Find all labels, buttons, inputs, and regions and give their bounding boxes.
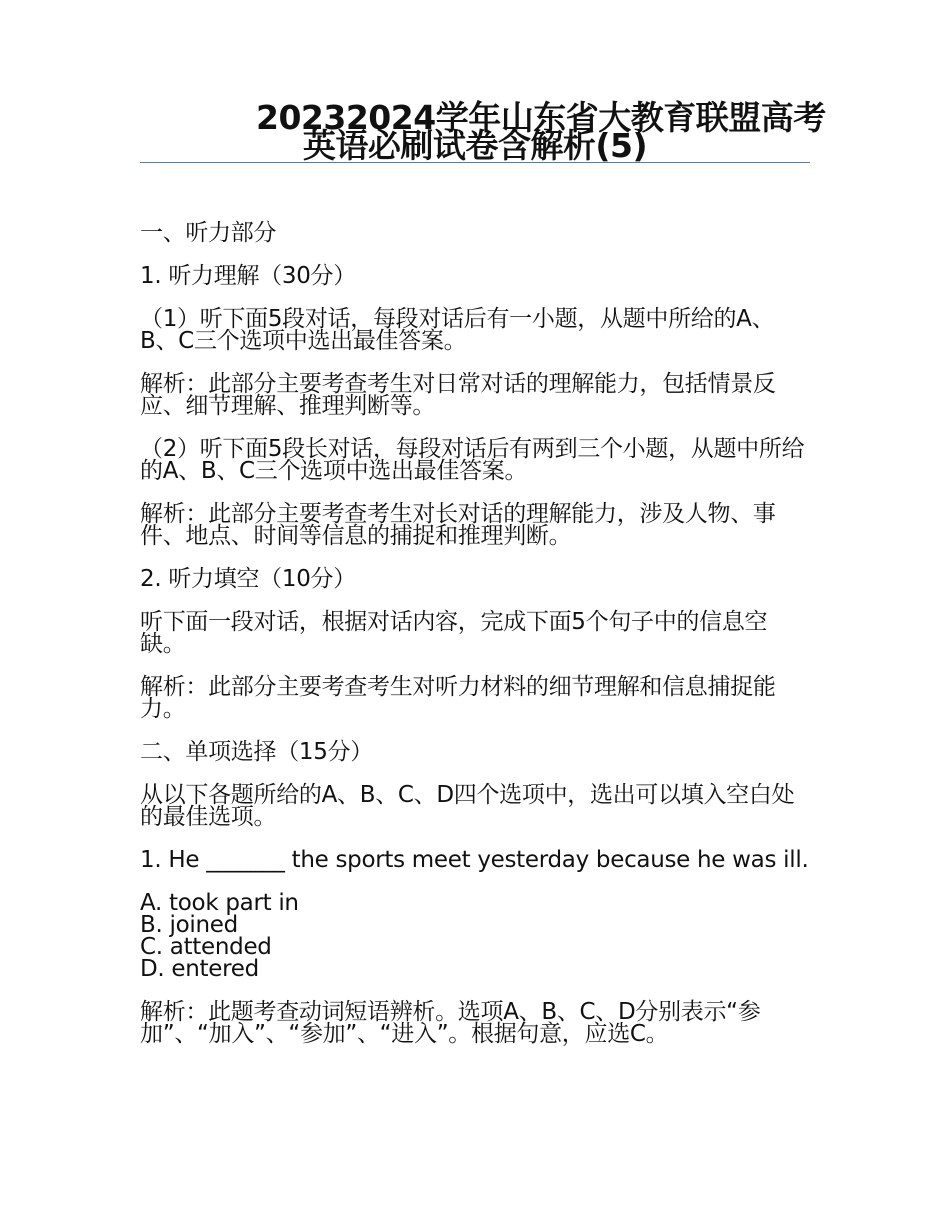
q2-text: 听下面一段对话，根据对话内容，完成下面5个句子中的信息空缺。 — [140, 609, 768, 657]
section-heading-listening: 一、听力部分 — [140, 220, 277, 246]
document-title — [140, 98, 826, 165]
choice-intro: 从以下各题所给的A、B、C、D四个选项中，选出可以填入空白处的最佳选项。 — [140, 782, 795, 830]
q1-heading: 1. 听力理解（30分） — [140, 263, 356, 289]
question-1-options — [140, 892, 812, 980]
q1-part2-analysis: 解析：此部分主要考查考生对长对话的理解能力，涉及人物、事件、地点、时间等信息的捕捉和推理判断。 — [140, 501, 776, 549]
q1-part1-analysis: 解析：此部分主要考查考生对日常对话的理解能力，包括情景反应、细节理解、推理判断等。 — [140, 371, 776, 419]
option-d: D. entered — [140, 956, 259, 982]
option-c: C. attended — [140, 934, 272, 960]
document-body — [140, 222, 812, 1066]
title-line-1: 20232024学年山东省大教育联盟高考 — [256, 98, 826, 137]
option-b: B. joined — [140, 912, 238, 938]
question-1: 1. He _______ the sports meet yesterday because he was ill. — [140, 847, 809, 873]
option-a: A. took part in — [140, 890, 299, 916]
section-heading-choice: 二、单项选择（15分） — [140, 739, 373, 765]
title-line-2: 英语必刷试卷含解析(5) — [302, 126, 648, 165]
q1-part2-text: （2）听下面5段长对话，每段对话后有两到三个小题，从题中所给的A、B、C三个选项中选出最佳答案。 — [140, 436, 805, 484]
q1-part1-text: （1）听下面5段对话，每段对话后有一小题，从题中所给的A、B、C三个选项中选出最佳答案。 — [140, 306, 775, 354]
question-1-analysis: 解析：此题考查动词短语辨析。选项A、B、C、D分别表示“参加”、“加入”、“参加”、“进入”。根据句意，应选C。 — [140, 999, 761, 1047]
q2-heading: 2. 听力填空（10分） — [140, 566, 356, 592]
q2-analysis: 解析：此部分主要考查考生对听力材料的细节理解和信息捕捉能力。 — [140, 674, 776, 722]
